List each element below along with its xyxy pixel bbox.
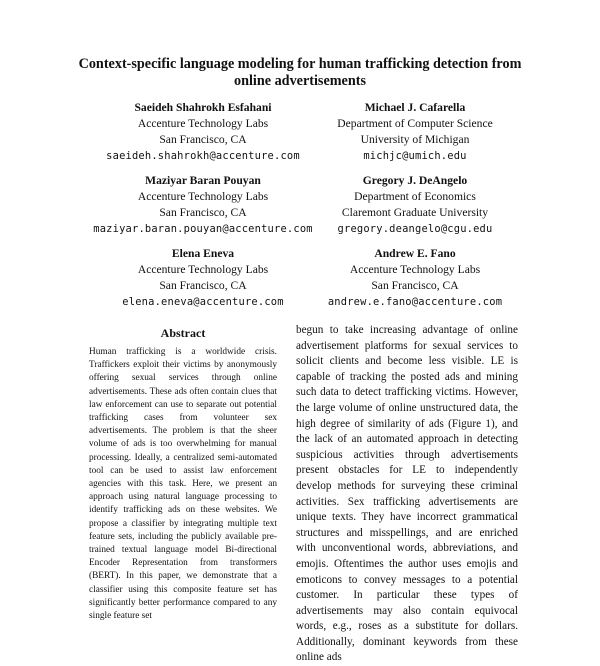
author-location: San Francisco, CA xyxy=(159,133,247,146)
author-email: michjc@umich.edu xyxy=(363,150,467,162)
author-name: Michael J. Cafarella xyxy=(364,101,466,114)
paper-title: Context-specific language modeling for human trafficking detection from online advertisements xyxy=(78,56,522,89)
abstract-text: Human trafficking is a worldwide crisis. Traffickers exploit their victims by anonymously offering sexual services through online advertisements. These ads often contain clues that law enforcement can use to separate out potential trafficking cases from volunteer sex advertisements. The problem is that the sheer volume of ads is too overwhelming for manual processing. Ideally, a centralized semi-automated tool can be used to assist law enforcement agencies with this task. Here, we present an approach using natural language processing to identify trafficking ads on these websites. We propose a classifier by integrating multiple text feature sets, including the publicly available pre-trained textual language model Bi-directional Encoder Representation from transformers (BERT). In this paper, we demonstrate that a classifier using this composite feature set has significantly better performance compared to any single feature set xyxy=(89,347,277,622)
author-email: elena.eneva@accenture.com xyxy=(122,296,284,308)
author-affiliation: Department of Computer Science xyxy=(337,117,493,130)
author-location: Claremont Graduate University xyxy=(341,206,489,219)
abstract-section xyxy=(89,326,277,623)
author-affiliation: Accenture Technology Labs xyxy=(137,117,269,130)
author-name: Andrew E. Fano xyxy=(374,247,456,260)
body-paragraph: begun to take increasing advantage of online advertisement platforms for sexual services to solicit clients and become less visible. LE is capable of tracking the posted ads and mining such data to detect trafficking victims. However, the large volume of online unstructured data, the high degree of similarity of ads (Figure 1), and the lack of an automated approach in detecting suspicious activities through advertisements present obstacles for LE to independently develop methods for surveying these criminal activities. Sex trafficking advertisements are unique texts. They have incorrect grammatical structures and misspellings, and are enriched with unconventional words, abbreviations, and emojis. Oftentimes the author uses emojis and emoticons to convey messages to a potential customer. In particular these types of advertisements may also contain equivocal words, e.g., roses as a substitute for dollars. Additionally, dominant keywords from these online ads xyxy=(296,324,518,664)
author-name: Gregory J. DeAngelo xyxy=(362,174,468,187)
author-location: University of Michigan xyxy=(360,133,470,146)
author-location: San Francisco, CA xyxy=(159,206,247,219)
author-email: saeideh.shahrokh@accenture.com xyxy=(106,150,300,162)
author-email: maziyar.baran.pouyan@accenture.com xyxy=(93,223,313,235)
author-affiliation: Department of Economics xyxy=(354,190,476,203)
author-block xyxy=(290,100,540,164)
abstract-heading: Abstract xyxy=(160,326,206,340)
author-block xyxy=(290,246,540,310)
author-name: Elena Eneva xyxy=(171,247,235,260)
author-affiliation: Accenture Technology Labs xyxy=(137,263,269,276)
author-location: San Francisco, CA xyxy=(371,279,459,292)
author-affiliation: Accenture Technology Labs xyxy=(137,190,269,203)
author-location: San Francisco, CA xyxy=(159,279,247,292)
author-name: Saeideh Shahrokh Esfahani xyxy=(134,101,272,114)
author-block xyxy=(290,173,540,237)
author-affiliation: Accenture Technology Labs xyxy=(349,263,481,276)
author-email: andrew.e.fano@accenture.com xyxy=(327,296,503,308)
body-column xyxy=(296,323,518,666)
author-name: Maziyar Baran Pouyan xyxy=(145,174,261,187)
author-email: gregory.deangelo@cgu.edu xyxy=(337,223,493,235)
